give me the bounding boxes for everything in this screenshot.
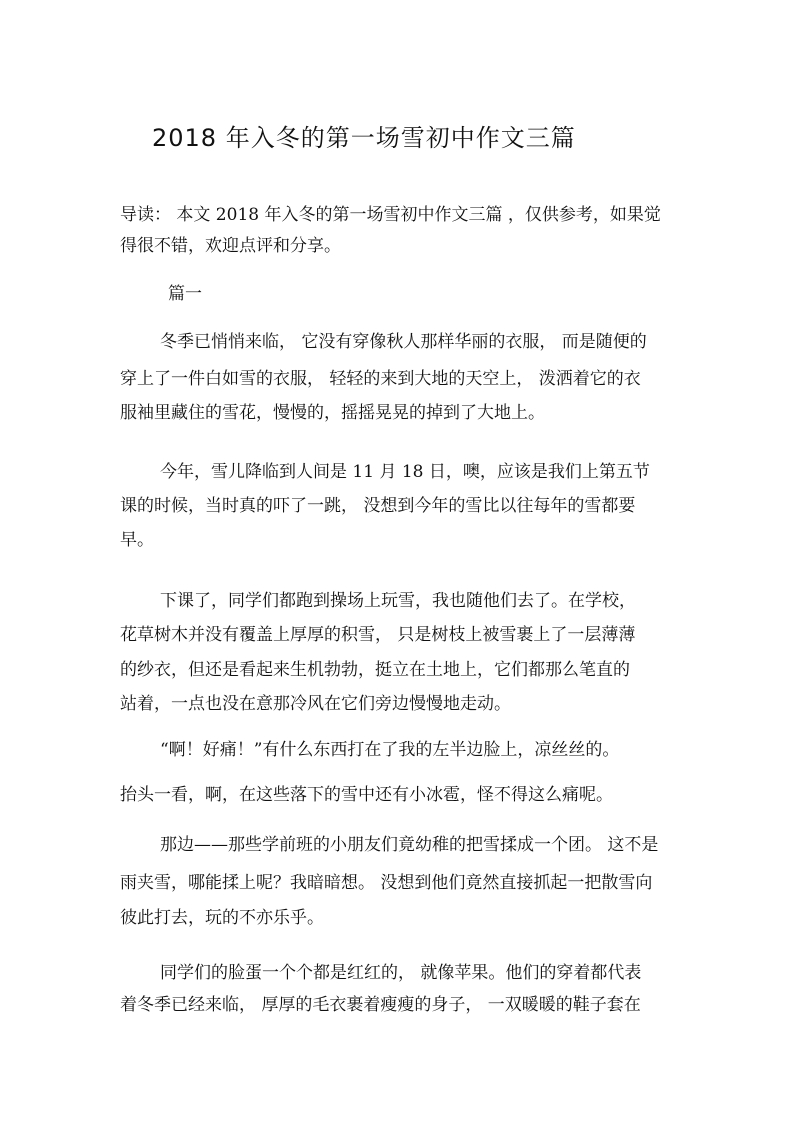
paragraph-line: 的纱衣，但还是看起来生机勃勃，挺立在土地上，它们都那么笔直的	[120, 660, 630, 680]
intro-line: 得很不错，欢迎点评和分享。	[120, 236, 341, 256]
paragraph-line: 站着，一点也没在意那冷风在它们旁边慢慢地走动。	[120, 694, 511, 714]
section-label: 篇一	[168, 284, 202, 304]
paragraph-line: 抬头一看，啊，在这些落下的雪中还有小冰雹，怪不得这么痛呢。	[120, 785, 613, 805]
paragraph-line: 早。	[120, 530, 154, 550]
paragraph-line: 服袖里藏住的雪花，慢慢的，摇摇晃晃的掉到了大地上。	[120, 403, 545, 423]
paragraph-line: 下课了，同学们都跑到操场上玩雪，我也随他们去了。在学校，	[160, 591, 636, 611]
paragraph-line: 彼此打去，玩的不亦乐乎。	[120, 908, 324, 928]
paragraph-line: 着冬季已经来临， 厚厚的毛衣裹着瘦瘦的身子， 一双暖暖的鞋子套在	[120, 995, 641, 1015]
intro-line: 导读： 本文 2018 年入冬的第一场雪初中作文三篇 ，仅供参考，如果觉	[120, 205, 661, 225]
paragraph-line: 穿上了一件白如雪的衣服， 轻轻的来到大地的天空上， 泼洒着它的衣	[120, 369, 641, 389]
paragraph-line: 雨夹雪，哪能揉上呢？我暗暗想。 没想到他们竟然直接抓起一把散雪向	[120, 873, 653, 893]
paragraph-line: 那边——那些学前班的小朋友们竟幼稚的把雪揉成一个团。 这不是	[160, 835, 659, 855]
paragraph-line: 今年，雪儿降临到人间是 11 月 18 日，噢，应该是我们上第五节	[160, 462, 650, 482]
paragraph-line: “啊！好痛！”有什么东西打在了我的左半边脸上，凉丝丝的。	[160, 740, 620, 760]
document-title: 2018 年入冬的第一场雪初中作文三篇	[152, 124, 576, 152]
paragraph-line: 冬季已悄悄来临， 它没有穿像秋人那样华丽的衣服， 而是随便的	[160, 332, 647, 352]
paragraph-line: 花草树木并没有覆盖上厚厚的积雪， 只是树枝上被雪裹上了一层薄薄	[120, 625, 636, 645]
paragraph-line: 课的时候，当时真的吓了一跳， 没想到今年的雪比以往每年的雪都要	[120, 496, 636, 516]
paragraph-line: 同学们的脸蛋一个个都是红红的， 就像苹果。他们的穿着都代表	[160, 963, 642, 983]
